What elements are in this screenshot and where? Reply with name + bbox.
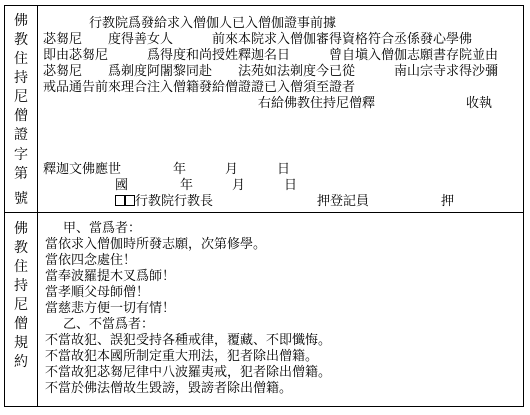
certificate-body-line: 戒品通告前來理合注入僧籍發給僧證證已入僧須至證者 <box>43 80 356 95</box>
number-label-char: 字 <box>14 147 28 163</box>
side-title-char: 教 <box>14 32 28 48</box>
recipient-line: 右給佛教住持尼僧釋 收執 <box>258 96 493 111</box>
signature-label: 行教院行教長 <box>135 194 214 209</box>
rules-item: 當孝順父母師僧！ <box>45 285 150 300</box>
rules-section-a-title: 甲、當爲者： <box>63 221 142 236</box>
rules-title-char: 尼 <box>14 297 28 313</box>
buddhist-era-date-line: 釋迦文佛應世 年 月 日 <box>43 162 291 177</box>
rules-title-char: 教 <box>14 240 28 256</box>
rules-item: 當依求入僧伽時所發志願，次第修學。 <box>45 237 267 252</box>
certificate-side-title <box>5 14 37 147</box>
certificate-hao-label <box>5 192 37 211</box>
side-title-char: 僧 <box>14 108 28 124</box>
column-divider <box>37 6 38 406</box>
rules-item: 當慈悲方便一切有情！ <box>45 301 176 316</box>
rules-item: 當依四念處住！ <box>45 253 137 268</box>
certificate-number-label <box>5 148 37 186</box>
number-label-char: 第 <box>14 166 28 182</box>
section-divider <box>5 212 523 213</box>
rules-item: 不當故犯苾芻尼律中八波羅夷戒，犯者除出僧籍。 <box>45 365 332 380</box>
registrar-label: 押登記員 <box>317 194 370 209</box>
certificate-body-line: 苾芻尼 爲剃度阿闍黎同赴 法苑如法剃度今已從 南山宗寺求得沙彌 <box>43 64 499 79</box>
rules-item: 不當故犯、誤犯受持各種戒律，覆藏、不即懺悔。 <box>45 333 332 348</box>
rules-title-char: 約 <box>14 354 28 370</box>
national-date-line: 國 年 月 日 <box>115 178 298 193</box>
certificate-header-line: 行教院爲發給求入僧伽人已入僧伽證事前據 <box>89 16 337 31</box>
stamp-label: 押 <box>441 194 455 209</box>
signature-line <box>115 194 213 209</box>
side-title-char: 尼 <box>14 89 28 105</box>
seal-box <box>125 195 135 206</box>
rules-item: 不當故犯本國所制定重大刑法，犯者除出僧籍。 <box>45 349 319 364</box>
rules-title-char: 僧 <box>14 316 28 332</box>
side-title-char: 持 <box>14 70 28 86</box>
rules-title-char: 佛 <box>14 221 28 237</box>
rules-section-b-title: 乙、不當爲者： <box>63 317 155 332</box>
rules-title-char: 持 <box>14 278 28 294</box>
rules-item: 當奉波羅提木叉爲師！ <box>45 269 176 284</box>
rules-item: 不當於佛法僧故生毀謗，毀謗者除出僧籍。 <box>45 381 293 396</box>
side-title-char: 佛 <box>14 13 28 29</box>
rules-title-char: 規 <box>14 335 28 351</box>
side-title-char: 證 <box>14 127 28 143</box>
rules-title-char: 住 <box>14 259 28 275</box>
hao-char: 號 <box>14 191 28 207</box>
certificate-frame <box>4 5 524 407</box>
certificate-body-line: 即由苾芻尼 爲得度和尚授姓釋迦名日 曾自塡入僧伽志願書存院並由 <box>43 48 499 63</box>
seal-box <box>115 195 125 206</box>
side-title-char: 住 <box>14 51 28 67</box>
certificate-body-line: 苾芻尼 度得善女人 前來本院求入僧伽審得資格符合丞係發心學佛 <box>43 32 473 47</box>
rules-side-title <box>5 222 37 374</box>
